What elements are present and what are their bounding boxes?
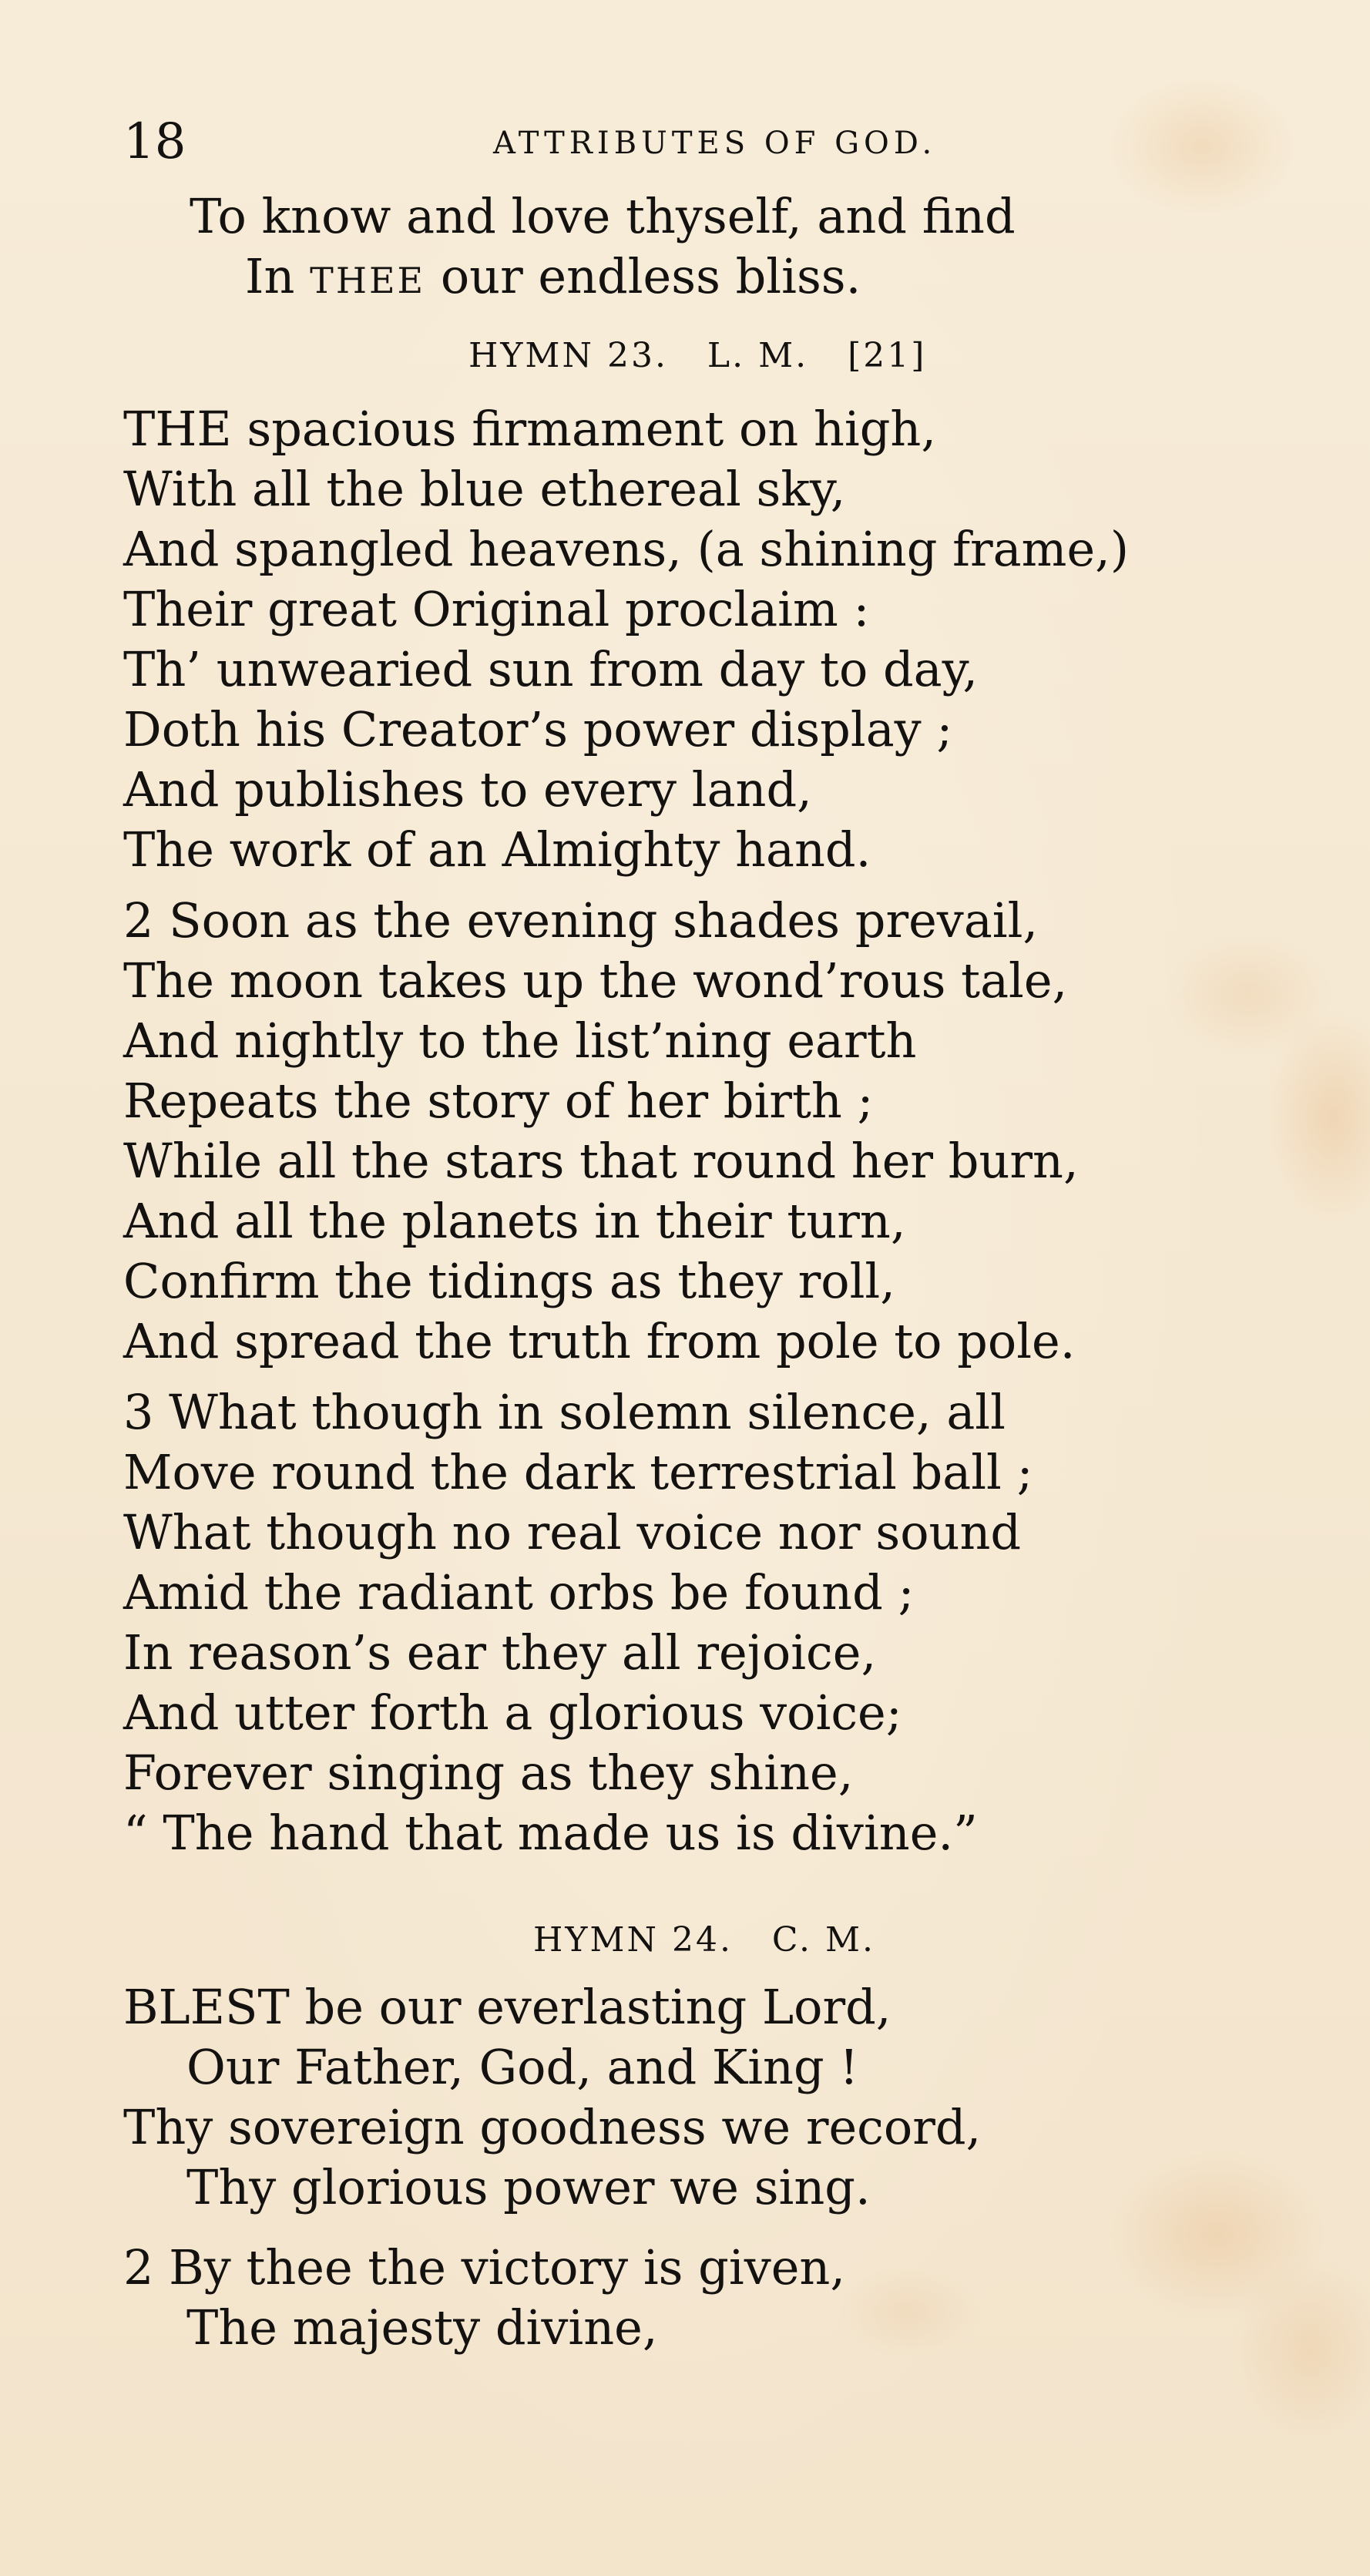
hymn-23-stanza-2-line-7: Confirm the tidings as they roll,: [123, 1253, 895, 1309]
hymn-23-stanza-3-line-6: And utter forth a glorious voice;: [123, 1684, 902, 1741]
hymn-23-stanza-1-line-7: And publishes to every land,: [123, 761, 812, 818]
hymn-23-stanza-3-line-1: 3 What though in solemn silence, all: [123, 1384, 1006, 1440]
hymn-23-stanza-1-line-3: And spangled heavens, (a shining frame,): [123, 521, 1130, 577]
carryover-line-1: To know and love thyself, and find: [190, 188, 1016, 244]
carryover-line-2-suffix: our endless bliss.: [425, 248, 861, 304]
hymn-23-stanza-1-line-2: With all the blue ethereal sky,: [123, 461, 846, 517]
hymn-23-stanza-2-line-2: The moon takes up the wond’rous tale,: [123, 952, 1068, 1009]
hymn-23-stanza-3-line-7: Forever singing as they shine,: [123, 1745, 854, 1801]
hymn-23-stanza-2-line-6: And all the planets in their turn,: [123, 1193, 906, 1249]
hymn-23-stanza-3-line-2: Move round the dark terrestrial ball ;: [123, 1444, 1033, 1500]
hymn-23-stanza-3-line-4: Amid the radiant orbs be found ;: [123, 1564, 915, 1620]
hymn-23-stanza-1-line-8: The work of an Almighty hand.: [123, 821, 871, 878]
carryover-smallcaps-thee: THEE: [310, 260, 426, 301]
hymn-24-stanza-1-line-2: Our Father, God, and King !: [186, 2039, 859, 2095]
hymn-24-stanza-1-line-3: Thy sovereign goodness we record,: [123, 2099, 982, 2155]
hymn-23-stanza-2-line-3: And nightly to the list’ning earth: [123, 1013, 917, 1069]
hymn-23-stanza-2-line-8: And spread the truth from pole to pole.: [123, 1313, 1076, 1369]
hymn-23-stanza-2-line-1: 2 Soon as the evening shades prevail,: [123, 892, 1039, 949]
hymn-23-heading: HYMN 23. L. M. [21]: [468, 336, 927, 375]
hymn-24-stanza-2-line-2: The majesty divine,: [186, 2299, 658, 2356]
hymn-24-stanza-1-line-1: BLEST be our everlasting Lord,: [123, 1979, 892, 2035]
running-title: ATTRIBUTES OF GOD.: [493, 126, 937, 161]
page-number: 18: [123, 113, 186, 170]
hymn-23-stanza-1-line-6: Doth his Creator’s power display ;: [123, 701, 953, 757]
hymn-23-stanza-1-line-5: Th’ unwearied sun from day to day,: [123, 641, 979, 697]
hymn-23-stanza-3-line-3: What though no real voice nor sound: [123, 1504, 1022, 1560]
hymn-23-stanza-3-line-8: “ The hand that made us is divine.”: [123, 1805, 978, 1861]
hymn-24-stanza-1-line-4: Thy glorious power we sing.: [186, 2159, 871, 2215]
hymn-23-stanza-3-line-5: In reason’s ear they all rejoice,: [123, 1624, 877, 1681]
hymn-23-stanza-2-line-5: While all the stars that round her burn,: [123, 1133, 1079, 1189]
hymn-24-stanza-2-line-1: 2 By thee the victory is given,: [123, 2239, 846, 2296]
hymn-24-heading: HYMN 24. C. M.: [533, 1920, 875, 1960]
carryover-line-2-prefix: In: [245, 248, 311, 304]
hymn-23-stanza-1-line-1: THE spacious firmament on high,: [123, 401, 937, 457]
hymn-23-stanza-2-line-4: Repeats the story of her birth ;: [123, 1073, 874, 1129]
hymn-23-stanza-1-line-4: Their great Original proclaim :: [123, 581, 870, 637]
carryover-line-2: [245, 247, 861, 311]
